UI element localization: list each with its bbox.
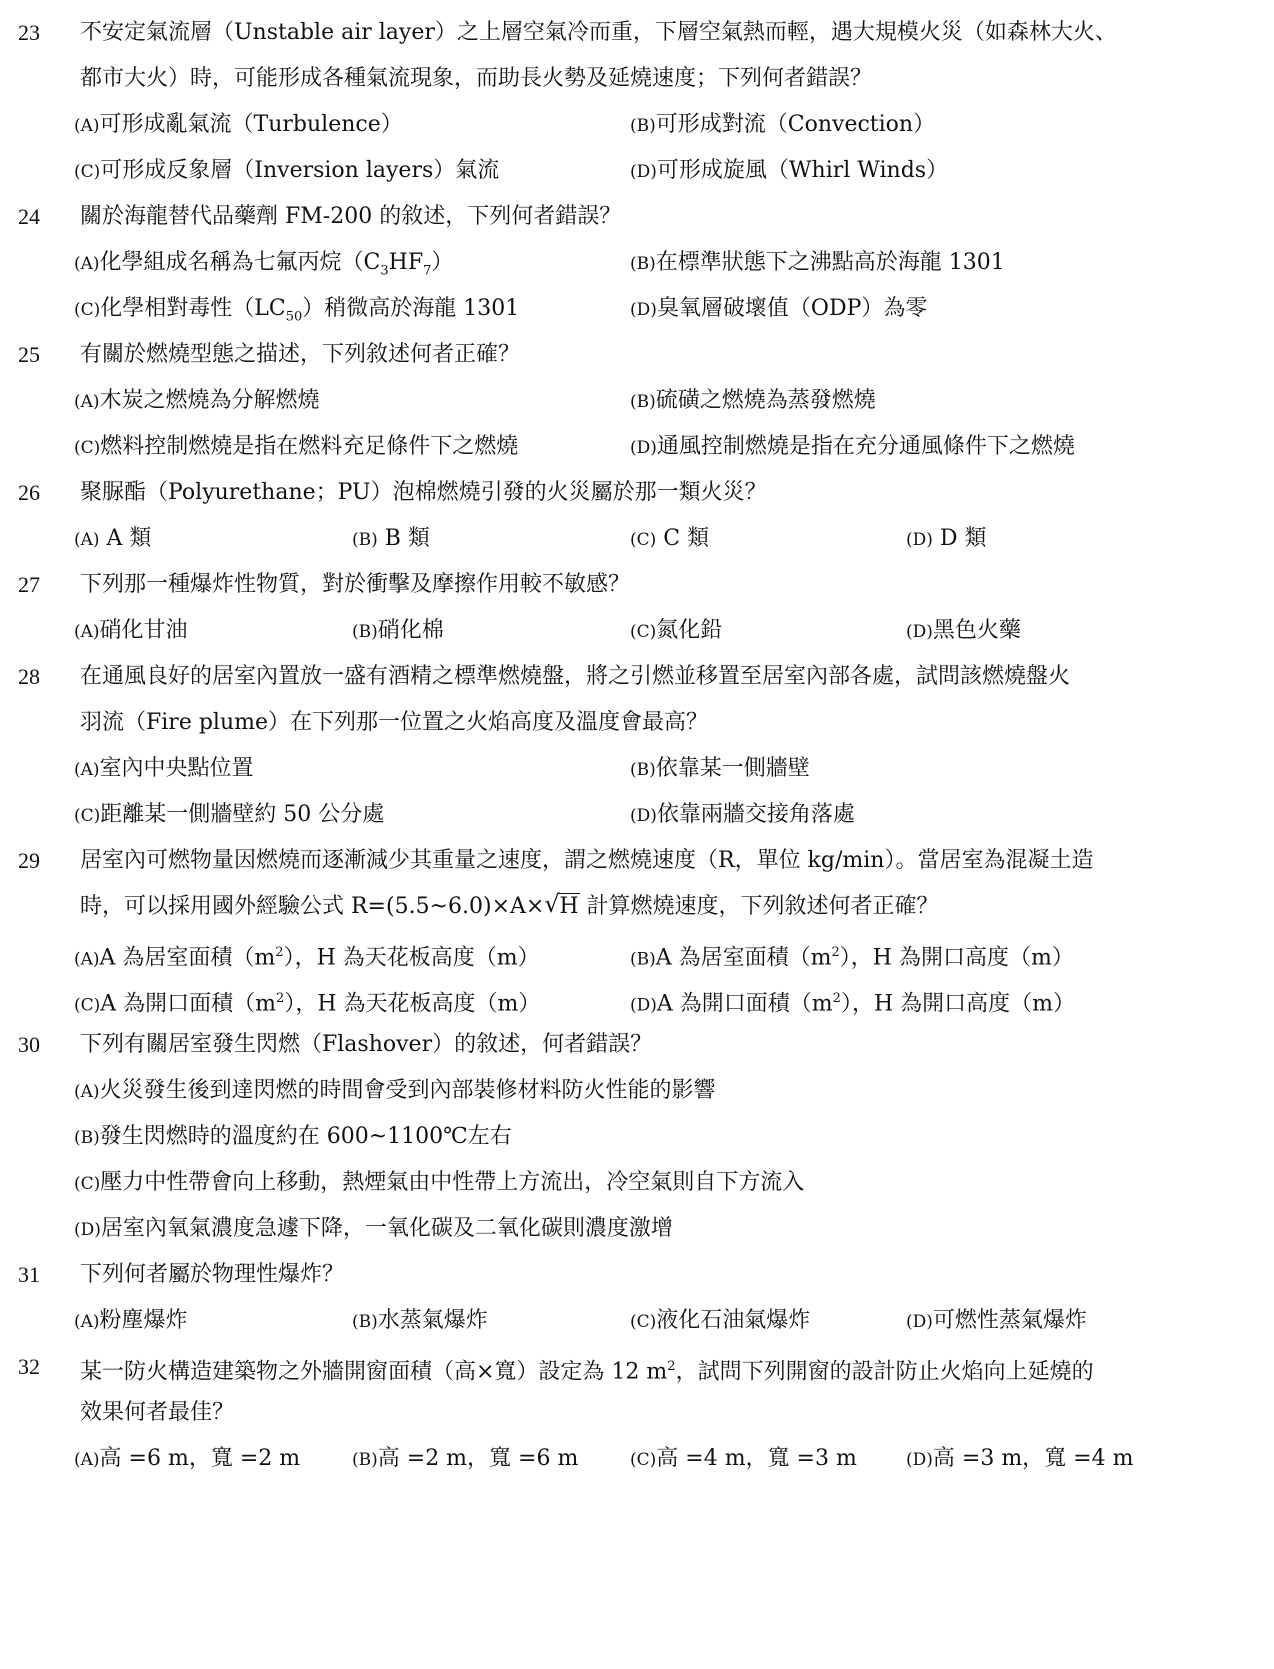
option-d: (D)臭氧層破壞值（ODP）為零 — [630, 296, 928, 321]
question-stem-line: 有關於燃燒型態之描述，下列敘述何者正確？ — [80, 342, 521, 367]
square-root-symbol: √ H — [544, 892, 579, 922]
option-b: (B)硝化棉 — [352, 618, 444, 643]
option-d: (D)高 =3 m，寬 =4 m — [906, 1446, 1134, 1471]
question-stem-line: 效果何者最佳？ — [80, 1400, 235, 1425]
option-d: (D)可形成旋風（Whirl Winds） — [630, 158, 949, 183]
option-b: (B)可形成對流（Convection） — [630, 112, 936, 137]
question-number: 29 — [18, 848, 40, 873]
question-number: 28 — [18, 664, 40, 689]
option-d: (D) D 類 — [906, 526, 987, 551]
option-c: (C)高 =4 m，寬 =3 m — [630, 1446, 857, 1471]
question-stem-line: 下列何者屬於物理性爆炸？ — [80, 1262, 345, 1287]
option-d: (D)居室內氧氣濃度急遽下降，一氧化碳及二氧化碳則濃度激增 — [74, 1216, 673, 1241]
option-c: (C)距離某一側牆壁約 50 公分處 — [74, 802, 385, 827]
question-number: 23 — [18, 20, 40, 45]
question-number: 31 — [18, 1262, 40, 1287]
question-number: 26 — [18, 480, 40, 505]
option-b: (B)水蒸氣爆炸 — [352, 1308, 488, 1333]
option-b: (B)在標準狀態下之沸點高於海龍 1301 — [630, 250, 1005, 275]
option-a: (A)高 =6 m，寬 =2 m — [74, 1446, 301, 1471]
question-stem-line: 關於海龍替代品藥劑 FM-200 的敘述，下列何者錯誤？ — [80, 204, 622, 229]
option-c: (C)燃料控制燃燒是指在燃料充足條件下之燃燒 — [74, 434, 519, 459]
option-b: (B)A 為居室面積$(m^2)$，H 為開口高度（m） — [630, 945, 1074, 971]
option-c: (C)氮化鉛 — [630, 618, 723, 643]
option-b: (B)高 =2 m，寬 =6 m — [352, 1446, 579, 1471]
question-stem-line: 居室內可燃物量因燃燒而逐漸減少其重量之速度，謂之燃燒速度（R，單位 kg/min）。當居室為混凝土造 — [80, 848, 1094, 873]
option-d: (D)通風控制燃燒是指在充分通風條件下之燃燒 — [630, 434, 1075, 459]
option-d: (D)黑色火藥 — [906, 618, 1021, 643]
option-b: (B) B 類 — [352, 526, 430, 551]
question-number: 24 — [18, 204, 40, 229]
question-stem-line: 下列有關居室發生閃燃（Flashover）的敘述，何者錯誤？ — [80, 1032, 653, 1057]
option-a: (A)粉塵爆炸 — [74, 1308, 188, 1333]
question-stem-line: 某一防火構造建築物之外牆開窗面積（高×寬）設定為 12 $m^2$，試問下列開窗的設計防止火焰向上延燒的 — [80, 1359, 1094, 1385]
question-number: 32 — [18, 1354, 40, 1379]
option-a: (A) A 類 — [74, 526, 152, 551]
option-a: (A)室內中央點位置 — [74, 756, 254, 781]
option-c: (C)液化石油氣爆炸 — [630, 1308, 811, 1333]
question-stem-line: 不安定氣流層（Unstable air layer）之上層空氣冷而重，下層空氣熱而輕，遇大規模火災（如森林大火、 — [80, 20, 1117, 45]
option-c: (C)A 為開口面積$(m^2)$，H 為天花板高度（m） — [74, 991, 541, 1017]
option-b: (B)依靠某一側牆壁 — [630, 756, 810, 781]
option-a: (A)硝化甘油 — [74, 618, 188, 643]
option-c: (C)可形成反象層（Inversion layers）氣流 — [74, 158, 500, 183]
question-number: 30 — [18, 1032, 40, 1057]
option-b: (B)硫磺之燃燒為蒸發燃燒 — [630, 388, 876, 413]
option-d: (D)A 為開口面積$(m^2)$，H 為開口高度（m） — [630, 991, 1075, 1017]
question-number: 27 — [18, 572, 40, 597]
option-b: (B)發生閃燃時的溫度約在 600~1100℃左右 — [74, 1124, 512, 1149]
question-stem-line: 都市大火）時，可能形成各種氣流現象，而助長火勢及延燒速度；下列何者錯誤？ — [80, 66, 873, 91]
option-a: (A)木炭之燃燒為分解燃燒 — [74, 388, 320, 413]
question-stem-line: 下列那一種爆炸性物質，對於衝擊及摩擦作用較不敏感？ — [80, 572, 631, 597]
option-d: (D)依靠兩牆交接角落處 — [630, 802, 855, 827]
option-a: (A)火災發生後到達閃燃的時間會受到內部裝修材料防火性能的影響 — [74, 1078, 716, 1103]
option-a: (A)可形成亂氣流（Turbulence） — [74, 112, 403, 137]
question-stem-line: 聚脲酯（Polyurethane；PU）泡棉燃燒引發的火災屬於那一類火災？ — [80, 480, 767, 505]
option-a: (A)化學組成名稱為七氟丙烷$(C_3HF_7)$ — [74, 250, 454, 279]
option-c: (C)化學相對毒性$(LC_{50})$稍微高於海龍 1301 — [74, 296, 520, 325]
question-stem-line: 羽流（Fire plume）在下列那一位置之火焰高度及溫度會最高？ — [80, 710, 709, 735]
option-c: (C) C 類 — [630, 526, 710, 551]
option-d: (D)可燃性蒸氣爆炸 — [906, 1308, 1087, 1333]
question-stem-line: 時，可以採用國外經驗公式 R=(5.5~6.0)×A×√ H 計算燃燒速度，下列敘述何者正確？ — [80, 892, 939, 922]
question-number: 25 — [18, 342, 40, 367]
question-stem-line: 在通風良好的居室內置放一盛有酒精之標準燃燒盤，將之引燃並移置至居室內部各處，試問該燃燒盤火 — [80, 664, 1071, 689]
option-a: (A)A 為居室面積$(m^2)$，H 為天花板高度（m） — [74, 945, 540, 971]
option-c: (C)壓力中性帶會向上移動，熱煙氣由中性帶上方流出，冷空氣則自下方流入 — [74, 1170, 805, 1195]
